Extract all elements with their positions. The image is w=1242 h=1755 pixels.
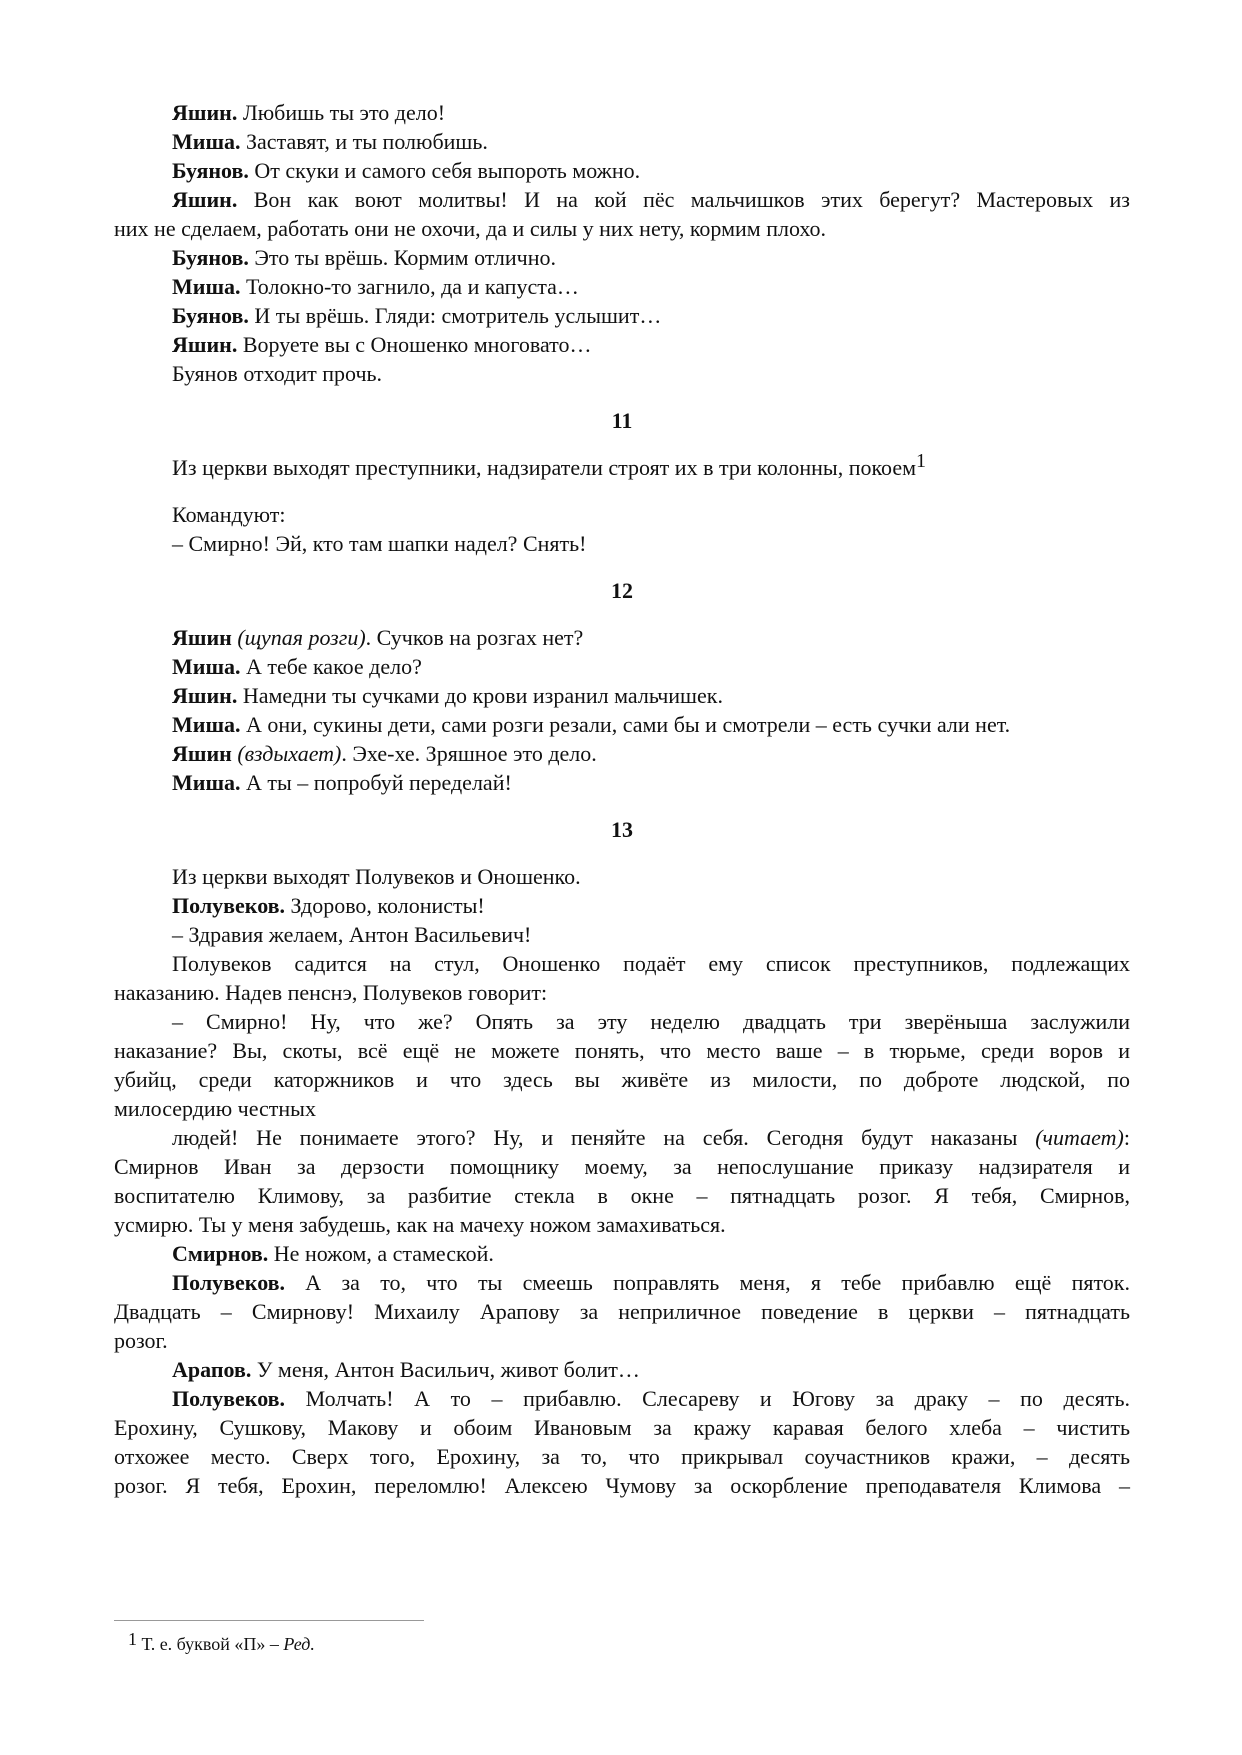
speaker-name: Миша. <box>172 274 241 299</box>
dialogue-text: . Сучков на розгах нет? <box>365 625 584 650</box>
dialogue-line <box>114 243 1130 272</box>
dialogue-continuation: розог. Я тебя, Ерохин, переломлю! Алексею Чумову за оскорбление преподавателя Климова – <box>114 1473 1130 1498</box>
dialogue-continuation: них не сделаем, работать они не охочи, да и силы у них нету, кормим плохо. <box>114 216 827 241</box>
speech-line: воспитателю Климову, за разбитие стекла в окне – пятнадцать розог. Я тебя, Смирнов, <box>114 1183 1130 1208</box>
footnote-reference[interactable]: 1 <box>916 450 927 472</box>
dialogue-text: Вон как воют молитвы! И на кой пёс мальчишков этих берегут? Мастеровых из <box>237 187 1130 212</box>
dialogue-line <box>114 98 1130 127</box>
speech-line: усмирю. Ты у меня забудешь, как на мачеху ножом замахиваться. <box>114 1212 726 1237</box>
stage-remark: (вздыхает) <box>231 741 342 766</box>
speaker-name: Яшин. <box>172 332 238 357</box>
stage-remark: (читает) <box>1035 1125 1124 1150</box>
dialogue-text: А ты – попробуй переделай! <box>240 770 512 795</box>
dialogue-line <box>114 1384 1130 1413</box>
speech-line: убийц, среди каторжников и что здесь вы живёте из милости, по доброте людской, по <box>114 1067 1130 1092</box>
footnote-mark: 1 <box>128 1629 137 1649</box>
speaker-name: Миша. <box>172 712 241 737</box>
dialogue-line <box>114 1239 1130 1268</box>
stage-direction: Командуют: <box>172 502 286 527</box>
dialogue-line <box>114 185 1130 214</box>
dialogue-text: . Эхе-хе. Зряшное это дело. <box>341 741 597 766</box>
scene-number: 12 <box>611 578 633 603</box>
dialogue-line <box>114 1268 1130 1297</box>
speaker-name: Яшин. <box>172 100 238 125</box>
dialogue-text: Любишь ты это дело! <box>237 100 446 125</box>
speaker-name: Яшин <box>172 625 232 650</box>
dialogue-line <box>114 1355 1130 1384</box>
dialogue-line <box>114 156 1130 185</box>
stage-remark: (щупая розги) <box>231 625 366 650</box>
dialogue-line <box>114 623 1130 652</box>
speech-line: милосердию честных <box>114 1096 316 1121</box>
stage-direction: Полувеков садится на стул, Оношенко подаёт ему список преступников, подлежащих <box>172 951 1130 976</box>
speaker-name: Миша. <box>172 129 241 154</box>
stage-direction: Из церкви выходят Полувеков и Оношенко. <box>172 864 581 889</box>
dialogue-text: А они, сукины дети, сами розги резали, сами бы и смотрели – есть сучки али нет. <box>240 712 1011 737</box>
stage-direction-continuation: наказанию. Надев пенснэ, Полувеков говорит: <box>114 980 548 1005</box>
speaker-name: Миша. <box>172 654 241 679</box>
scene-number: 13 <box>611 817 633 842</box>
dialogue-continuation: отхожее место. Сверх того, Ерохину, за то, что прикрывал соучастников кражи, – десять <box>114 1444 1130 1469</box>
dialogue-line <box>114 330 1130 359</box>
dialogue-line <box>114 891 1130 920</box>
speech-line: наказание? Вы, скоты, всё ещё не можете понять, что место ваше – в тюрьме, среди воров и <box>114 1038 1130 1063</box>
dialogue-continuation: Двадцать – Смирнову! Михаилу Арапову за неприличное поведение в церкви – пятнадцать <box>114 1299 1130 1324</box>
dialogue-text: Толокно-то загнило, да и капуста… <box>240 274 579 299</box>
dialogue-text: А за то, что ты смеешь поправлять меня, я тебе прибавлю ещё пяток. <box>285 1270 1130 1295</box>
dialogue-line: – Смирно! Эй, кто там шапки надел? Снять! <box>172 531 587 556</box>
dialogue-line <box>114 127 1130 156</box>
speech-line: Смирнов Иван за дерзости помощнику моему, за непослушание приказу надзирателя и <box>114 1154 1130 1179</box>
stage-text: Из церкви выходят преступники, надзиратели строят их в три колонны, покоем <box>172 455 917 480</box>
stage-direction <box>114 450 1130 482</box>
dialogue-text: У меня, Антон Васильич, живот болит… <box>251 1357 640 1382</box>
dialogue-line: – Здравия желаем, Антон Васильевич! <box>172 922 532 947</box>
speaker-name: Арапов. <box>172 1357 252 1382</box>
speaker-name: Буянов. <box>172 303 249 328</box>
dialogue-text: Намедни ты сучками до крови изранил мальчишек. <box>237 683 723 708</box>
speaker-name: Яшин. <box>172 683 238 708</box>
footnote-separator <box>114 1620 424 1621</box>
speaker-name: Буянов. <box>172 158 249 183</box>
scene-number: 11 <box>611 408 633 433</box>
dialogue-continuation: Ерохину, Сушкову, Макову и обоим Ивановым за кражу каравая белого хлеба – чистить <box>114 1415 1130 1440</box>
dialogue-line <box>114 681 1130 710</box>
speaker-name: Миша. <box>172 770 241 795</box>
dialogue-text: Здорово, колонисты! <box>285 893 485 918</box>
dialogue-text: Это ты врёшь. Кормим отлично. <box>248 245 556 270</box>
speaker-name: Полувеков. <box>172 1270 286 1295</box>
dialogue-text: Не ножом, а стамеской. <box>268 1241 494 1266</box>
dialogue-text: И ты врёшь. Гляди: смотритель услышит… <box>248 303 662 328</box>
dialogue-text: От скуки и самого себя выпороть можно. <box>248 158 641 183</box>
speech-text: людей! Не понимаете этого? Ну, и пеняйте на себя. Сегодня будут наказаны <box>172 1125 1036 1150</box>
page-body <box>114 98 1130 1500</box>
dialogue-line <box>114 272 1130 301</box>
dialogue-text: Заставят, и ты полюбишь. <box>240 129 488 154</box>
speech-line <box>114 1123 1130 1152</box>
dialogue-line <box>114 652 1130 681</box>
dialogue-line <box>114 739 1130 768</box>
speech-line: – Смирно! Ну, что же? Опять за эту неделю двадцать три зверёныша заслужили <box>172 1009 1130 1034</box>
speech-text: : <box>1123 1125 1130 1150</box>
dialogue-continuation: розог. <box>114 1328 168 1353</box>
dialogue-text: А тебе какое дело? <box>240 654 422 679</box>
dialogue-text: Молчать! А то – прибавлю. Слесареву и Югову за драку – по десять. <box>285 1386 1130 1411</box>
speaker-name: Смирнов. <box>172 1241 269 1266</box>
stage-direction: Буянов отходит прочь. <box>172 361 383 386</box>
dialogue-line <box>114 710 1130 739</box>
dialogue-line <box>114 768 1130 797</box>
speaker-name: Буянов. <box>172 245 249 270</box>
footnote-editor: Ред. <box>283 1634 315 1654</box>
speaker-name: Яшин <box>172 741 232 766</box>
speaker-name: Полувеков. <box>172 893 286 918</box>
speaker-name: Полувеков. <box>172 1386 286 1411</box>
footnote-text: Т. е. буквой «П» – <box>137 1634 284 1654</box>
dialogue-text: Воруете вы с Оношенко многовато… <box>237 332 592 357</box>
speaker-name: Яшин. <box>172 187 238 212</box>
footnote <box>128 1629 315 1656</box>
dialogue-line <box>114 301 1130 330</box>
